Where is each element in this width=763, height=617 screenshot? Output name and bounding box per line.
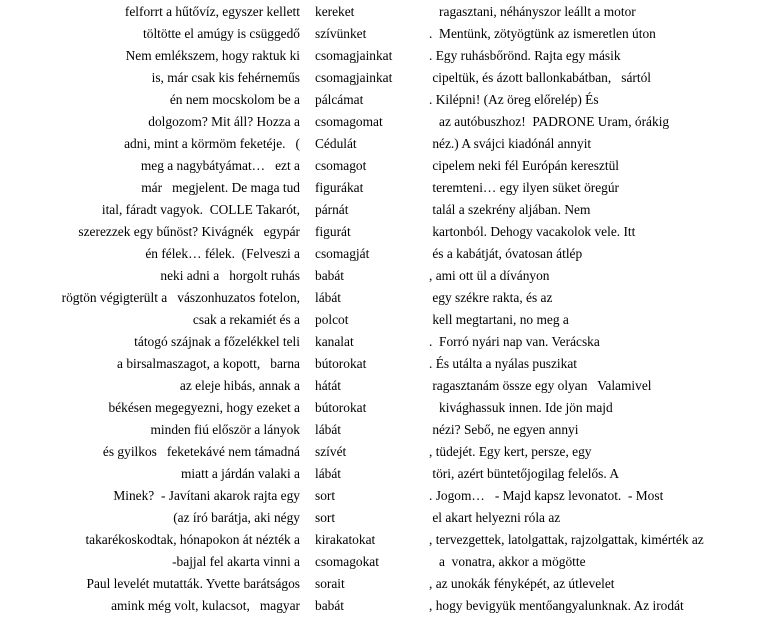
keyword: pálcámat	[315, 92, 364, 107]
keyword: párnát	[315, 202, 349, 217]
concordance-row	[0, 463, 763, 485]
left-context: békésen megegyezni, hogy ezeket a	[108, 400, 300, 415]
keyword: csomagját	[315, 246, 370, 261]
concordance-row	[0, 111, 763, 133]
concordance-row	[0, 243, 763, 265]
concordance-row	[0, 331, 763, 353]
concordance-row	[0, 199, 763, 221]
concordance-row	[0, 221, 763, 243]
keyword: sorait	[315, 576, 345, 591]
concordance-row	[0, 1, 763, 23]
concordance-row	[0, 397, 763, 419]
left-context: dolgozom? Mit áll? Hozza a	[148, 114, 300, 129]
left-context: ital, fáradt vagyok. COLLE Takarót,	[101, 202, 300, 217]
concordance-row	[0, 45, 763, 67]
keyword: szívét	[315, 444, 347, 459]
left-context: én félek… félek. (Felveszi a	[145, 246, 300, 261]
keyword: bútorokat	[315, 400, 367, 415]
keyword: lábát	[315, 466, 342, 481]
left-context: meg a nagybátyámat… ezt a	[140, 158, 300, 173]
keyword: lábát	[315, 422, 342, 437]
right-context: néz.) A svájci kiadónál annyit	[429, 136, 592, 151]
left-context: tátogó szájnak a főzelékkel teli	[134, 334, 300, 349]
keyword: kirakatokat	[315, 532, 376, 547]
keyword: figurát	[315, 224, 351, 239]
right-context: . Mentünk, zötyögtünk az ismeretlen úton	[429, 26, 656, 41]
left-context: csak a rekamiét és a	[192, 312, 300, 327]
right-context: ragasztanám össze egy olyan Valamivel	[429, 378, 652, 393]
left-context: Minek? - Javítani akarok rajta egy	[113, 488, 300, 503]
left-context: -bajjal fel akarta vinni a	[172, 554, 300, 569]
right-context: nézi? Sebő, ne egyen annyi	[429, 422, 579, 437]
keyword: csomagomat	[315, 114, 383, 129]
right-context: kell megtartani, no meg a	[429, 312, 569, 327]
concordance-row	[0, 573, 763, 595]
left-context: a birsalmaszagot, a kopott, barna	[117, 356, 300, 371]
right-context: kivághassuk innen. Ide jön majd	[429, 400, 613, 415]
right-context: a vonatra, akkor a mögötte	[429, 554, 586, 569]
concordance-row	[0, 133, 763, 155]
left-context: Paul levelét mutatták. Yvette barátságos	[86, 576, 300, 591]
concordance-row	[0, 551, 763, 573]
keyword: babát	[315, 598, 344, 613]
keyword: lábát	[315, 290, 342, 305]
concordance-row	[0, 177, 763, 199]
left-context: rögtön végigterült a vászonhuzatos fotelon,	[61, 290, 300, 305]
keyword: sort	[315, 488, 336, 503]
right-context: talál a szekrény aljában. Nem	[429, 202, 591, 217]
concordance-row	[0, 287, 763, 309]
concordance-row	[0, 155, 763, 177]
concordance-row	[0, 67, 763, 89]
left-context: minden fiú először a lányok	[150, 422, 300, 437]
concordance-row	[0, 265, 763, 287]
left-context: neki adni a horgolt ruhás	[160, 268, 300, 283]
left-context: adni, mint a körmöm feketéje. (	[124, 136, 300, 151]
right-context: , tervezgettek, latolgattak, rajzolgattak, kimérték az	[429, 532, 704, 547]
left-context: szerezzek egy bűnöst? Kivágnék egypár	[78, 224, 300, 239]
concordance-row	[0, 89, 763, 111]
concordance-list	[0, 1, 763, 617]
left-context: (az író barátja, aki négy	[173, 510, 300, 525]
concordance-row	[0, 485, 763, 507]
keyword: csomagot	[315, 158, 367, 173]
left-context: is, már csak kis fehérneműs	[151, 70, 300, 85]
keyword: kanalat	[315, 334, 354, 349]
right-context: . Egy ruhásbőrönd. Rajta egy másik	[429, 48, 621, 63]
left-context: miatt a járdán valaki a	[181, 466, 300, 481]
right-context: , ami ott ül a díványon	[429, 268, 550, 283]
concordance-row	[0, 23, 763, 45]
right-context: egy székre rakta, és az	[429, 290, 553, 305]
concordance-row	[0, 507, 763, 529]
right-context: . Jogom… - Majd kapsz levonatot. - Most	[429, 488, 664, 503]
keyword: kereket	[315, 4, 355, 19]
keyword: szívünket	[315, 26, 367, 41]
concordance-row	[0, 375, 763, 397]
right-context: cipelem neki fél Európán keresztül	[429, 158, 619, 173]
right-context: el akart helyezni róla az	[429, 510, 561, 525]
right-context: és a kabátját, óvatosan átlép	[429, 246, 583, 261]
right-context: , hogy bevigyük mentőangyalunknak. Az irodát	[429, 598, 684, 613]
concordance-row	[0, 419, 763, 441]
left-context: felforrt a hűtővíz, egyszer kellett	[124, 4, 300, 19]
keyword: csomagjainkat	[315, 48, 393, 63]
right-context: , az unokák fényképét, az útlevelet	[429, 576, 615, 591]
keyword: babát	[315, 268, 344, 283]
left-context: én nem mocskolom be a	[169, 92, 300, 107]
left-context: Nem emlékszem, hogy raktuk ki	[125, 48, 300, 63]
keyword: bútorokat	[315, 356, 367, 371]
left-context: amink még volt, kulacsot, magyar	[111, 598, 300, 613]
left-context: takarékoskodtak, hónapokon át nézték a	[85, 532, 300, 547]
concordance-row	[0, 309, 763, 331]
left-context: már megjelent. De maga tud	[141, 180, 300, 195]
right-context: az autóbuszhoz! PADRONE Uram, órákig	[429, 114, 670, 129]
left-context: és gyilkos feketekávé nem támadná	[102, 444, 300, 459]
left-context: töltötte el amúgy is csüggedő	[143, 26, 300, 41]
keyword: hátát	[315, 378, 342, 393]
right-context: cipeltük, és ázott ballonkabátban, sártól	[429, 70, 651, 85]
right-context: kartonból. Dehogy vacakolok vele. Itt	[429, 224, 636, 239]
keyword: csomagokat	[315, 554, 379, 569]
right-context: . És utálta a nyálas puszikat	[429, 356, 577, 371]
keyword: sort	[315, 510, 336, 525]
keyword: csomagjainkat	[315, 70, 393, 85]
right-context: , tüdejét. Egy kert, persze, egy	[429, 444, 592, 459]
concordance-row	[0, 595, 763, 617]
right-context: ragasztani, néhányszor leállt a motor	[429, 4, 636, 19]
right-context: teremteni… egy ilyen süket öregúr	[429, 180, 620, 195]
concordance-row	[0, 353, 763, 375]
keyword: Cédulát	[315, 136, 357, 151]
keyword: polcot	[315, 312, 349, 327]
right-context: . Forró nyári nap van. Verácska	[429, 334, 600, 349]
right-context: . Kilépni! (Az öreg előrelép) És	[429, 92, 599, 107]
left-context: az eleje hibás, annak a	[179, 378, 300, 393]
concordance-row	[0, 441, 763, 463]
keyword: figurákat	[315, 180, 364, 195]
concordance-row	[0, 529, 763, 551]
right-context: töri, azért büntetőjogilag felelős. A	[429, 466, 620, 481]
